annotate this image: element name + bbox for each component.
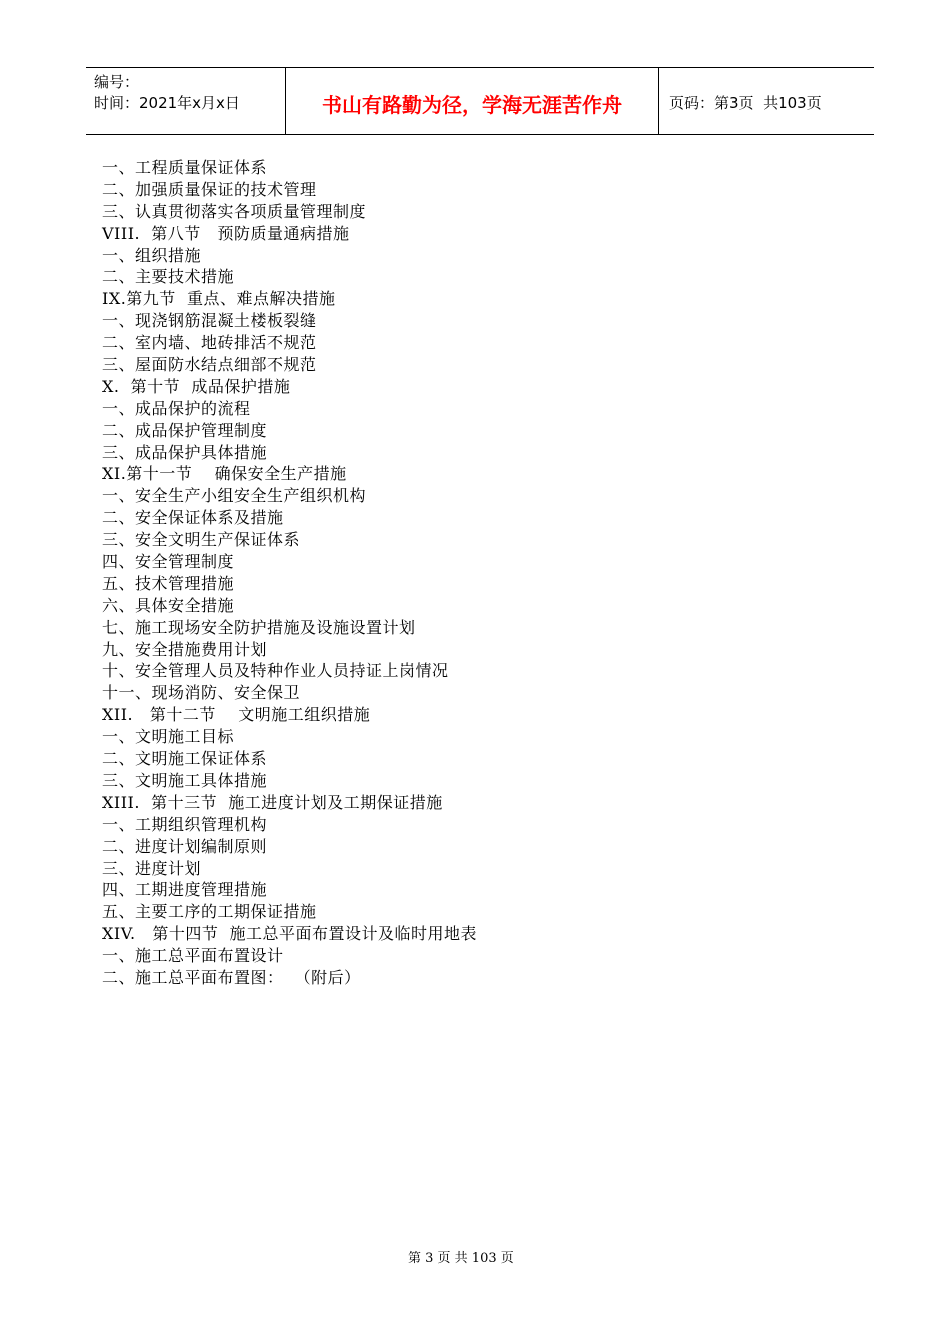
toc-entry: 三、认真贯彻落实各项质量管理制度 [102,201,367,221]
toc-entry: 一、安全生产小组安全生产组织机构 [102,486,367,506]
toc-entry: 一、工程质量保证体系 [102,158,268,177]
toc-entry: XI.第十一节 确保安全生产措施 [102,464,347,484]
toc-entry: 五、主要工序的工期保证措施 [102,902,317,922]
header-meta [86,68,286,134]
toc-entry: XIII. 第十三节 施工进度计划及工期保证措施 [102,792,443,812]
toc-entry: 一、组织措施 [102,245,202,265]
toc-entry: 二、室内墙、地砖排活不规范 [102,333,317,353]
toc-entry: 一、施工总平面布置设计 [102,946,284,966]
toc-entry: 一、工期组织管理机构 [102,814,268,834]
toc-entry: 三、文明施工具体措施 [102,770,268,790]
toc-entry: IX.第九节 重点、难点解决措施 [102,289,336,309]
toc-entry: 二、施工总平面布置图： （附后） [102,967,361,987]
toc-entry: 四、安全管理制度 [102,552,235,572]
toc-entry: XIV. 第十四节 施工总平面布置设计及临时用地表 [102,924,477,944]
toc-entry: 一、现浇钢筋混凝土楼板裂缝 [102,311,317,331]
page-label: 页码：第3页 共103页 [669,93,822,112]
toc-entry: 二、加强质量保证的技术管理 [102,179,317,199]
header-page [659,68,874,134]
toc-entry: 一、成品保护的流程 [102,398,251,418]
page-footer: 第 3 页 共 103 页 [408,1251,514,1266]
toc-entry: 三、屋面防水结点细部不规范 [102,355,317,375]
time-label: 时间：2021年x月x日 [94,94,240,112]
toc-entry: 三、成品保护具体措施 [102,442,268,462]
toc-entry: 二、主要技术措施 [102,267,235,287]
toc-entry: 二、文明施工保证体系 [102,749,268,769]
toc-entry: 六、具体安全措施 [102,595,235,615]
toc-entry: 四、工期进度管理措施 [102,880,268,900]
toc-entry: 三、进度计划 [102,858,202,878]
toc-entry: 七、施工现场安全防护措施及设施设置计划 [102,617,416,637]
toc-entry: 一、文明施工目标 [102,727,235,747]
toc-entry: 二、进度计划编制原则 [102,836,268,856]
toc-entry: X. 第十节 成品保护措施 [102,376,291,396]
toc-entry: XII. 第十二节 文明施工组织措施 [102,705,371,725]
toc-entry: VIII. 第八节 预防质量通病措施 [102,223,350,243]
table-of-contents [102,157,862,989]
toc-entry: 十一、现场消防、安全保卫 [102,683,301,703]
page-header [86,67,874,135]
toc-entry: 九、安全措施费用计划 [102,639,268,659]
header-motto: 书山有路勤为径，学海无涯苦作舟 [286,68,659,134]
toc-entry: 三、安全文明生产保证体系 [102,530,301,550]
number-label: 编号： [94,73,140,91]
toc-entry: 十、安全管理人员及特种作业人员持证上岗情况 [102,661,449,681]
toc-entry: 二、成品保护管理制度 [102,420,268,440]
toc-entry: 二、安全保证体系及措施 [102,508,284,528]
toc-entry: 五、技术管理措施 [102,573,235,593]
